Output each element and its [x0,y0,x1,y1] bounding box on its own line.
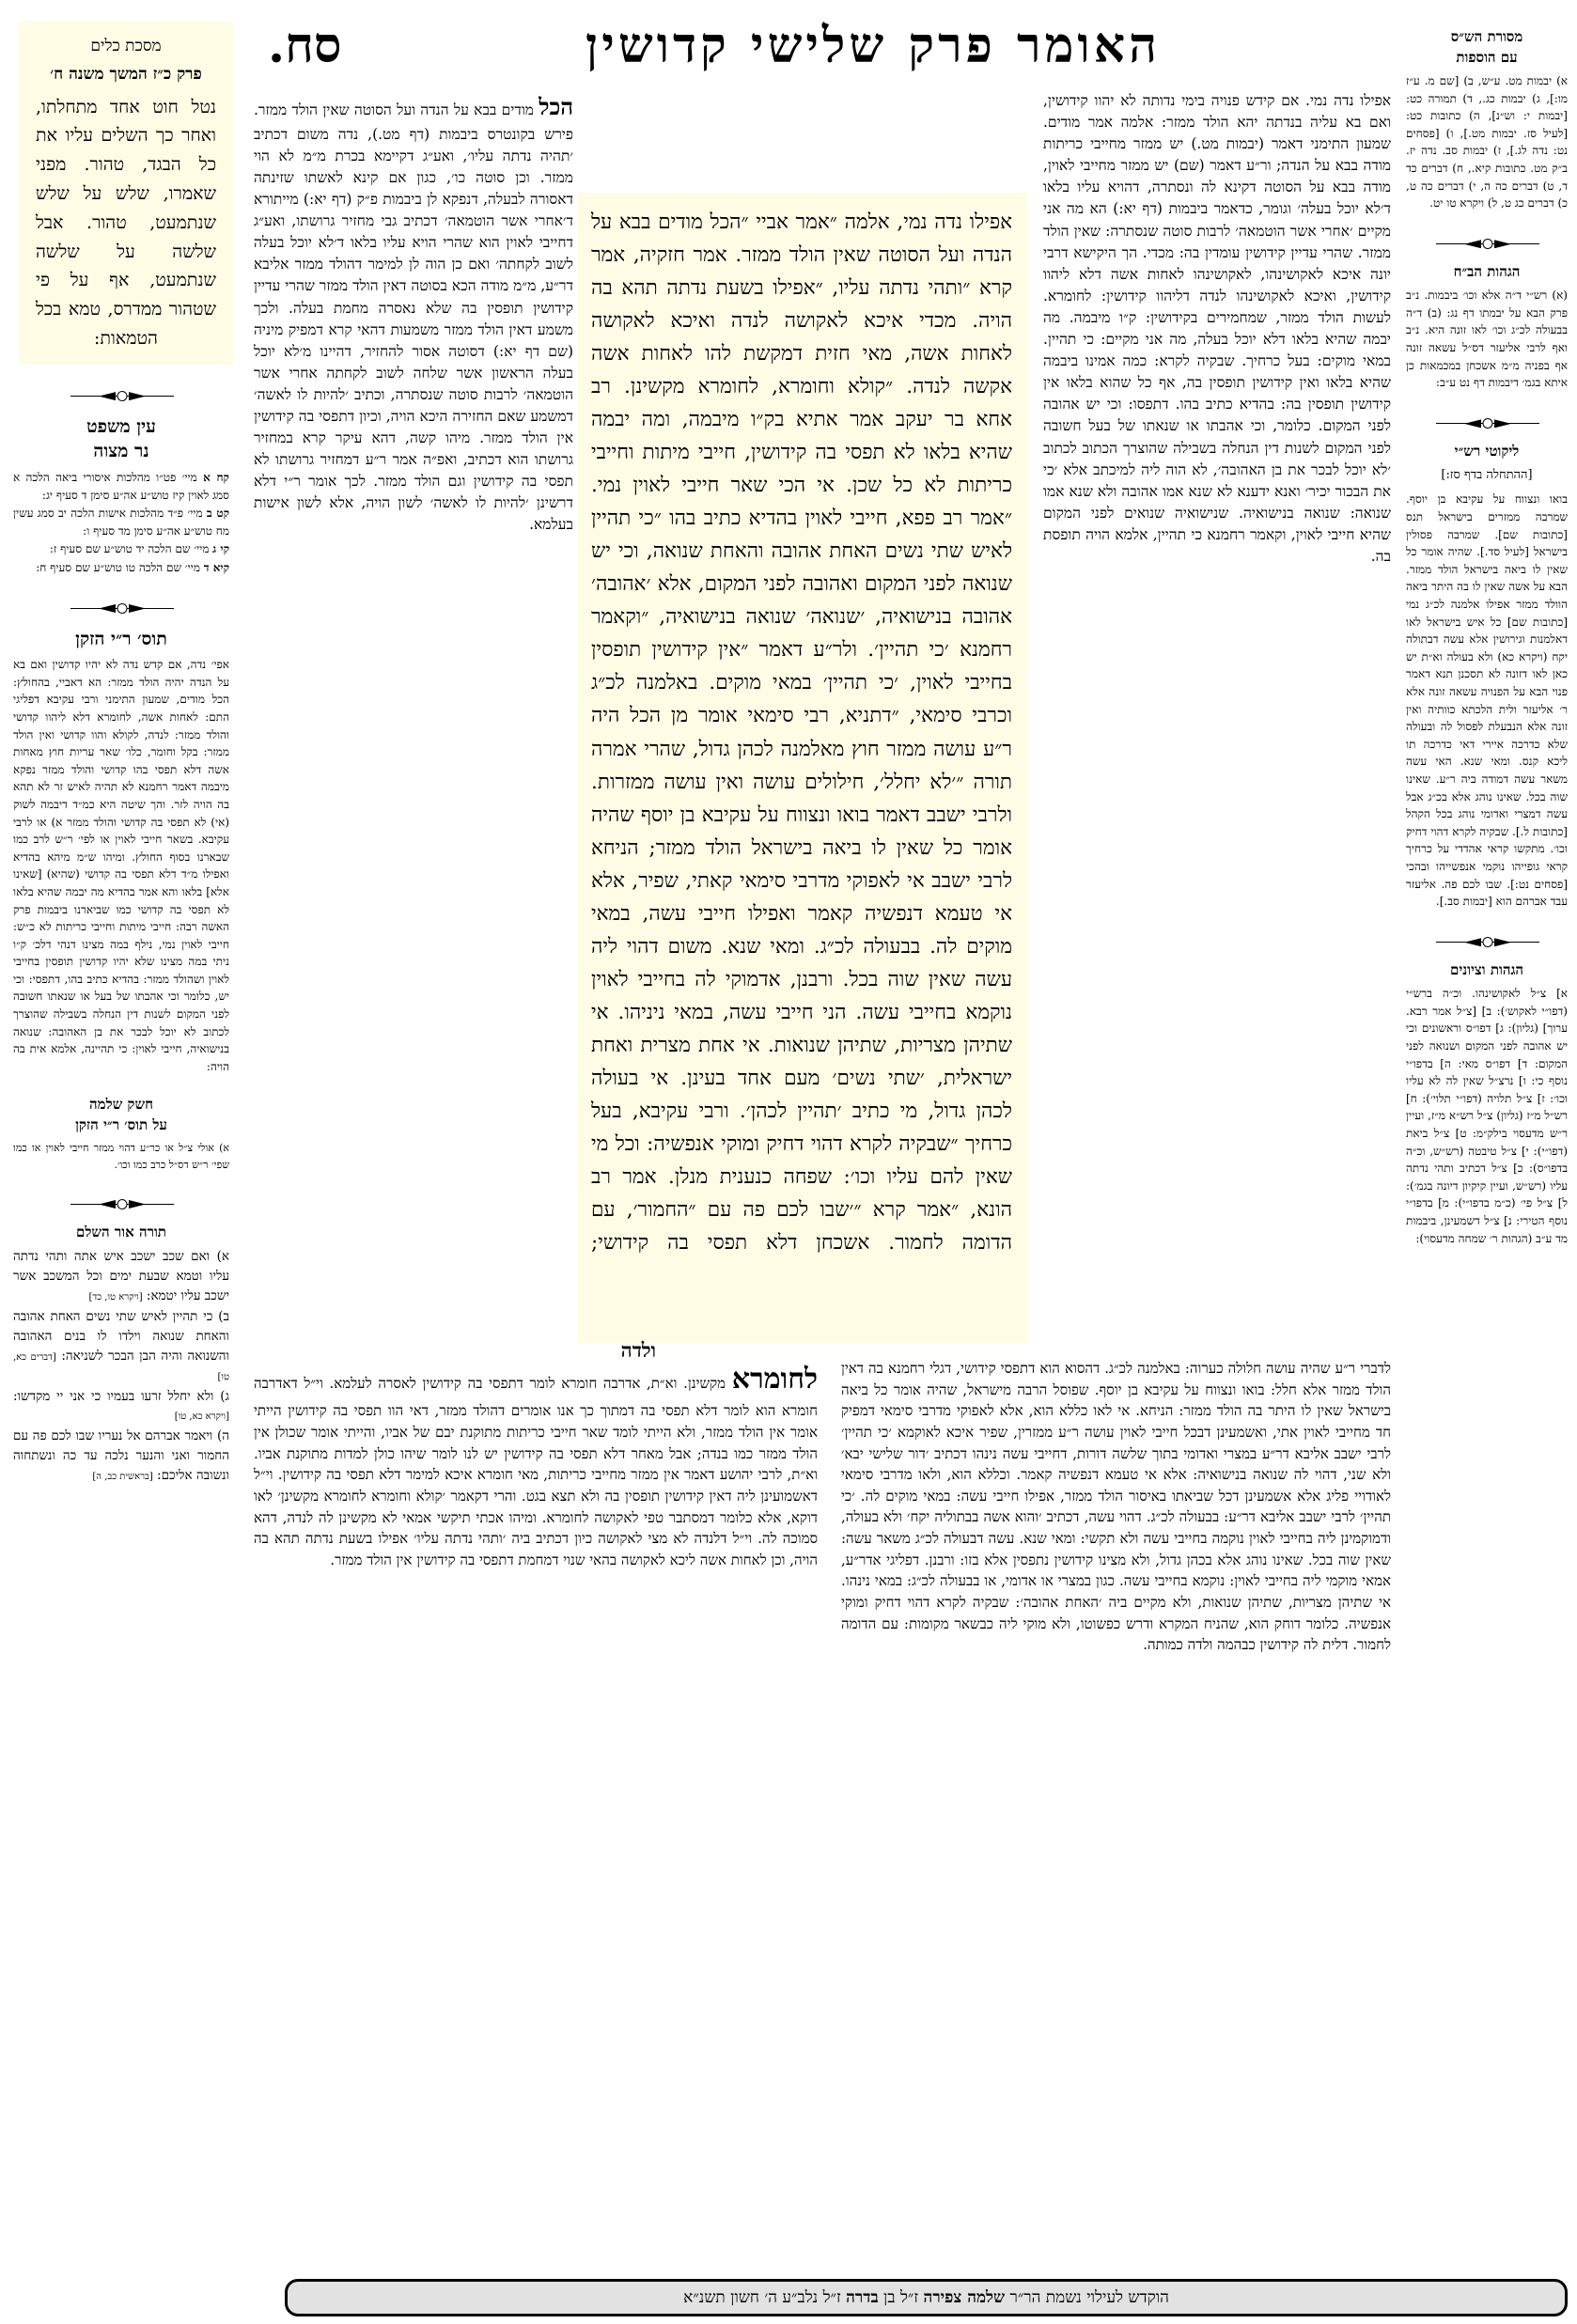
cheshek-shlomo-section [0,1096,244,1172]
torah-or-entry [13,1307,229,1386]
hagahot-tziyunim-text: א] צ״ל לאקושינהו. וכ״ה ברש״י (דפו״י לאקוש׳): ב] [צ״ל אמר רבא. ערוך] (גליון): ג] דפו״ס וראשונים וכי יש אהובה לפני המקום ושנואה לפני המקום: ד] דפו״ס מאי: ה] בדפו״י נוסף כי: ו] נרצ״ל שאין לה לא עליו וכו׳: ז] צ״ל תלויה (דפו״י תלוי׳): ח] רש״ל מ״ז (גליון) צ״ל רש״א מ״ז, ועיין ר״ש מדעסוי בילק״מ: ט] צ״ל ביאת (דפו״י): י] צ״ל טיבטה (רש״ש, וכ״ה בדפו״ס): כ] צ״ל דכתיב ותהי נדתה עליו (רש״ש, ועיין קיקיון דיונה בגמ׳): ל] צ״ל פי׳ (כ״מ בדפו״י): מ] בדפו״י נוסף הטירי: נ] צ״ל דשמעינן, ביבמות מד ע״ב (הגהות ר׳ שמחה מדעסוי): [1406,987,1568,1245]
hagahot-bach-text: (א) רש״י ד״ה אלא וכו׳ ביבמות. נ״ב פרק הבא על יבמתו דף נג: (ב) ד״ה בבעולה לכ״ג וכו׳ לאו זונה היא. נ״ב ואף לרבי אליעזר דס״ל עשאה זונה אף בפניה מ״מ אשכחן במכמאות כן איתא בגמ׳ דיבמות דף נט ע״ב: [1406,289,1568,390]
likutei-rashi-title: ליקוטי רש״י [1454,442,1520,460]
ornament-divider [0,603,244,615]
mesoret-subtitle: עם הוספות [1456,48,1518,66]
entry-mark: קי ג [212,542,229,556]
entry-text: מיי׳ פט״ו מהלכות איסורי ביאה הלכה א סמג לאוין קיז טוש״ע אה״ע סימן ד סעיף יג: [13,470,229,502]
rashi-text: אפילו נדה נמי. אם קידש פנויה בימי נדותה לא יהוו קידושין, ואם בא עליה בנדתה יהא הולד ממזר: אלמה אמר מודים. שמעון התימני דאמר (יבמות מט.) יש ממזר מחייבי כריתות מודה בבא על הנדה; ור״ע דאמר (שם) יש ממזר מחייבי לאוין, מודה בבא על הסוטה דקינא לה ונסתרה, דהויא עליו בלאו ד׳לא יוכל בעלה׳ וגומר, כדאמר ביבמות (דף יא:) הא מה אני מקיים ׳אחרי אשר הוטמאה׳ לרבות סוטה שנסתרה: שאין הולד ממזר. שהרי עדיין קידושין עומדין בה: מכדי. הך היקישא דרבי יונה איכא לאקושינהו, לאקושינהו לאחות אשה דלא ליהוו קידושין, ואיכא לאקושינהו לנדה דליהוו קידושין: לחומרא. לעשות הולד ממזר, שמחמירים בקידושין: ק״ו מיבמה. מה יבמה שהיא בלאו דלא יוכל בעלה, מה אני מקיים: כי תהיין. במאי מוקים: בעל כרחיך. שבקיה לקרא: כמה אמינו ביבמה שהיא בלאו ואין קידושין תופסין בה, אף כל שהוא בלאו אין קידושין תופסין בה: בהדיא כתיב בהו. דתפסו: וכי יש אהובה לפני המקום. כלומר, וכי אהבתו או שנאתו של בעל חשובה לפני המקום לשנות דין הנחלה בשבילה שהוצרך הכתוב לכתוב ׳לא יוכל לבכר את בן האהובה׳, לא הוה ליה למיכתב אלא ׳כי את הבכור יכיר׳ ואנא ידענא לא שנא אמו אהובה ולא שנא אמו שנואה: שנואה בנישואיה. שנישואיה שנואים לפני המקום שהיא חייבי לאוין, וקאמר רחמנא כי תהיין, אלמא הויה תופסת בה. [1043,92,1391,565]
gemara-text: אפילו נדה נמי, אלמה ״אמר אביי ״הכל מודים בבא על הנדה ועל הסוטה שאין הולד ממזר. אמר חזקיה, אמר קרא ״ותהי נדתה עליו, ״אפילו בשעת נדתה תהא בה הויה. מכדי איכא לאקושה לנדה ואיכא לאקושה לאחות אשה, מאי חזית דמקשת להו לאחות אשה אקשה לנדה. ״קולא וחומרא, לחומרא מקשינן. רב אחא בר יעקב אמר אתיא בק״ו מיבמה, ומה יבמה שהיא בלאו לא תפסי בה קידושין, חייבי מיתות וחייבי כריתות לא כל שכן. אי הכי שאר חייבי לאוין נמי. ״אמר רב פפא, חייבי לאוין בהדיא כתיב בהו ״כי תהיין לאיש שתי נשים האחת אהובה והאחת שנואה, וכי יש שנואה לפני המקום ואהובה לפני המקום, אלא ׳אהובה׳ אהובה בנישואיה, ׳שנואה׳ שנואה בנישואיה, ״וקאמר רחמנא ׳כי תהיין׳. ולר״ע דאמר ״אין קידושין תופסין בחייבי לאוין, ׳כי תהיין׳ במאי מוקים. באלמנה לכ״ג וכרבי סימאי, ״דתניא, רבי סימאי אומר מן הכל היה ר״ע עושה ממזר חוץ מאלמנה לכהן גדול, שהרי אמרה תורה ״׳לא יחלל׳, חילולים עושה ואין עושה ממזרות. ולרבי ישבב דאמר בואו ונצווח על עקיבא בן יוסף שהיה אומר כל שאין לו ביאה בישראל הולד ממזר; הניחא לרבי ישבב אי לאפוקי מדרבי סימאי קאתי, שפיר, אלא אי טעמא דנפשיה קאמר ואפילו חייבי עשה, במאי מוקים לה. בבעולה לכ״ג. ומאי שנא. משום דהוי ליה עשה שאין שוה בכל. ורבנן, אדמוקי לה בחייבי לאוין נוקמא בחייבי עשה. הני חייבי עשה, במאי ניניהו. אי שתיהן מצריות, שתיהן שנואות. אי אחת מצרית ואחת ישראלית, ׳שתי נשים׳ מעם אחד בעינן. אי בעולה לכהן גדול, מי כתיב ׳תהיין לכהן׳. ורבי עקיבא, בעל כרחיך ״שבקיה לקרא דהוי דחיק ומוקי אנפשיה: וכל מי שאין להם עליו וכו׳: שפחה כנענית מנלן. אמר רב הונא, ״אמר קרא ״׳שבו לכם פה עם ״החמור׳, עם הדומה לחמור. אשכחן דלא תפסי בה קידושי; [591,211,1013,1255]
mesoret-title: מסורת הש״ס [1450,28,1523,45]
mishna-box-subtitle: פרק כ״ז המשך משנה ח׳ [50,65,202,85]
dedication-suffix: ז״ל נלב״ע ה׳ חשון תשנ״א [683,2288,841,2307]
verse-text: ג) ולא יחלל זרעו בעמיו כי אני יי מקדשו: [13,1388,229,1404]
verse-citation: [ויקרא טו, כד] [88,1291,143,1302]
mesoret-section [1398,28,1577,212]
rashi-continuation [841,1358,1391,2208]
tosafot-rid-section [0,628,244,1076]
mishna-box-title: מסכת כלים [90,37,162,55]
entry-mark: קח א [203,470,229,484]
mishna-box [19,21,233,365]
page-number: סח. [268,17,342,74]
ein-mishpat-entry [13,469,229,504]
tosafot-continuation [254,1358,818,2208]
likutei-rashi-section [1398,443,1577,911]
entry-text: מיי׳ פ״ד מהלכות אישות הלכה יב סמג עשין מח טוש״ע אה״ע סימן מד סעיף ו: [13,507,229,538]
tosafot-continuation-lead: לחומרא [731,1363,818,1396]
tosafot-continuation-text: מקשינן. וא״ת, אדרבה חומרא לומר דתפסי בה קידושין לאסרה לעלמא. וי״ל דאדרבה חומרא הוא לומר דלא תפסי בה דמתוך כך אנו אומרים דהולד ממזר, דאי הוו תפסי בה קידושין הייתי אומר אין הולד ממזר, ולא הייתי לומד שאר חייבי כריתות מתוקנת יבם של אביו, והייתי אומר שכולן אין הולד ממזר כמו בנדה; אבל מאחר דלא תפסי בה קידושין יש לנו לומר שיהו כולן למדות מתוקנת אביו. וא״ת, לרבי יהושע דאמר אין ממזר מחייבי כריתות, מאי חומרא איכא למימר דלא תפסי בה קידושין. וי״ל דאשמועינן ליה דאין קידושין תופסין בה ולא תצא בגט. והרי דקאמר ׳קולא וחומרא לחומרא מקשינן׳ לאו דוקא, אלא כלומר דמסתבר טפי לאקושה לחומרא. ומיהו אכתי תיקשי אמאי לא מקשינן לה לנדה, דהא סמוכה לה. וי״ל דלנדה לא מצי לאקושה כיון דכתיב ביה ׳ותהי נדתה עליו׳ אפילו בשעת נדתה תהא בה הויה, וכן לאחות אשה ליכא לאקושה בהאי שנוי דמחמת דתפסי בה קידושין אין הולד ממזר. [254,1375,818,1568]
entry-mark: קט ב [206,507,229,521]
gemara-continuation-word: ולדה [620,1338,656,1362]
ornament-divider [1398,937,1577,948]
page-header [254,17,1391,83]
verse-citation: [בראשית כב, ה] [92,1472,153,1483]
cheshek-shlomo-text: א) אולי צ״ל או כר״ע דהוי ממזר חייבי לאוין או כמו שפי׳ ר״ש דס״ל כרב כמו וכו׳. [13,1142,229,1171]
torah-or-entry [13,1387,229,1427]
tosafot-commentary [254,90,573,1349]
rashi-commentary [1043,90,1391,1349]
bottom-commentary [254,1358,1391,2208]
rashi-continuation-text: לדברי ר״ע שהיה עושה חלולה כערוה: באלמנה לכ״ג. דהסוא הוא דתפסי קידושי, דגלי רחמנא בה דאין הולד ממזר אלא חלל: בואו ונצווח על עקיבא בן יוסף. שפוסל הרבה מישראל, שהיה אומר כל ביאה בישראל שאין לו היתר בה הולד ממזר: הניחא. אי לאו כללא הוא, אלא לאפוקי מדרבי סימאי דמפיק חד מחייבי לאוין אתי, ואשמעינן דבכל חייבי לאוין עושה ר״ע ממזרין, שפיר איכא לאוקמא ׳כי תהיין׳ לרבי ישבב אליבא דר״ע במצרי ואדומי בתוך שלשה דורות, דחייבי עשה נינהו דכתיב ׳דור שלישי יבא׳ ולא שני, דהוי לה שנואה בנישואיה: אלא אי טעמא דנפשיה קאמר. וכללא הוא, ולאו מדרבי סימאי לאודויי פליג אלא אשמעינן דכל שביאתו באיסור הולד ממזר, אפילו חייבי עשה: במאי מוקים לה. ׳כי תהיין׳ לרבי ישבב אליבא דר״ע: בבעולה לכ״ג. דהוי עשה, דכתיב ׳והוא אשה בבתוליה יקח׳ ולא בעולה, ודמוקמינן ליה בחייבי לאוין נוקמה בחייבי עשה ולא תקשי: ומאי שנא. עשה דבעולה לכ״ג משאר עשה: שאין שוה בכל. שאינו נוהג אלא בכהן גדול, ולא מצינו קידושין נתפסין אלא בזו: ורבנן. דפליגי אדר״ע, אמאי מוקמי ליה בחייבי לאוין: נוקמא בחייבי עשה. כגון במצרי או אדומי, או בבעולה לכ״ג: במאי נינהו. אי שתיהן מצריות, שתיהן שנואות, ולא מקיים ביה ׳האחת אהובה׳: שבקיה לקרא דהוי דחיק ומוקי אנפשיה. כלומר דוחק הוא, שהניח המקרא ודרש כפשוטו, ולא מוקי ליה כבשאר מקומות: עם הדומה לחמור. דלית לה קידושין כבהמה ולדה כמותה. [841,1360,1391,1654]
hagahot-bach-section [1398,263,1577,392]
left-margin [0,9,244,2237]
likutei-rashi-text: בואו ונצווח על עקיבא בן יוסף. שמרבה ממזרים בישראל תנס [כתובות שם]. שמרבה פסולין בישראל [לעיל סד.]. שהיה אומר כל שאין לו ביאה בישראל הולד ממזר. הבא על אשה שאין לו בה היתר ביאה הוולד ממזר אפילו אלמנה לכ״ג נמי [כתובות שם] כל איש בישראל לאו דאלמנות וגירושין אלא עשה דבתולה יקח (ויקרא כא) ולא בעולה וא״ת יש כאן לאו דזונה לא תסכנן תנא דאמר פנוי הבא על הפנויה עשאה זונה אלא ר׳ אליעזר ולית הלכתא כוותיה ואין זונה אלא הנבעלת לפסול לה ובעולה שלא כדרכה איירי דאי כדרכה תו ליכא קנס. ומאי שנא. האי עשה משאר עשה דמודה ביה ר״ע. שאינו שוה בכל. שאינו נוהג אלא בכ״ג אבל עשה דמצרי ואדומי נוהג בכל הקהל [כתובות ל.]. שבקיה לקרא דהוי דחיק וכו׳. מתקשו קראי אהדדי על כרחיך קראי גופייהו נוקמי אנפשייהו ובהכי [פסחים נט:]. שבו לכם פה. אליעזר עבד אברהם הוא [יבמות סב.]. [1406,492,1568,909]
torah-or-entry [13,1247,229,1306]
ein-mishpat-entry [13,559,229,577]
hagahot-tziyunim-title: הגהות וציונים [1449,960,1524,978]
hagahot-tziyunim-section [1398,961,1577,1247]
ein-mishpat-subtitle: נר מצוה [93,441,149,462]
right-margin [1398,9,1577,2237]
gemara-text-block [578,193,1027,1343]
verse-text: א) ואם שכב ישכב איש אתה ותהי נדתה עליו וטמא שבעת ימים וכל המשכב אשר ישכב עליו יטמא: [13,1249,229,1303]
ornament-divider [0,391,244,402]
ein-mishpat-entry [13,505,229,539]
verse-text: ה) ויאמר אברהם אל נעריו שבו לכם פה עם החמור ואני והנער נלכה עד כה ונשתחוה ונשובה אליכם: [13,1428,229,1484]
entry-text: מיי׳ שם הלכה יד טוש״ע שם סעיף ז: [49,542,210,556]
ein-mishpat-section [0,415,244,577]
ornament-divider [0,1199,244,1210]
torah-or-entry [13,1427,229,1486]
ein-mishpat-title: עין משפט [86,415,156,437]
dedication-name: שלמה צפירה [923,2288,1006,2307]
tosafot-rid-title: תוס׳ ר״י הזקן [75,628,167,649]
mesoret-text: א) יבמות מט. ע״ש, ב) [שם מ. ע״ז מו:], ג) יבמות כג., ד) תמורה כט: [יבמות י: וש״נ], ה) כתובות כט: [לעיל סז. יבמות מט.], ו) [פסחים נט: נדה לג.], ז) יבמות סב. נדה יז. ב״ק מט. כתובות קיא., ח) דברים כד ד, ט) דברים כה ה, י) דברים כה ט, כ) דברים כג ט, ל) ויקרא טו יט. [1406,74,1568,211]
verse-citation: [דברים כא, טו] [13,1351,229,1382]
likutei-rashi-subtitle: [ההתחלה בדף סז:] [1441,468,1533,483]
entry-text: מיי׳ שם הלכה טו טוש״ע שם סעיף ח: [36,560,200,574]
torah-or-section [0,1224,244,1487]
cheshek-shlomo-subtitle: על תוס׳ ר״י הזקן [75,1115,167,1133]
tosafot-lead-word: הכל [539,93,573,120]
entry-mark: קיא ד [203,560,229,574]
torah-or-title: תורה אור השלם [76,1223,166,1240]
ornament-divider [1398,239,1577,250]
dedication-banner [285,2279,1568,2316]
ornament-divider [1398,418,1577,429]
dedication-mid: ז״ל בן [883,2288,919,2307]
tosafot-rid-text: אפי׳ נדה, אם קדש נדה לא יהיו קדושין ואם בא על הנדה יהיה הולד ממזר: הא דאביי, בהחולץ: הכל מודים, שמעון התימני ורבי עקיבא דפליגי התם: לאחות אשה, לחומרא דלא ליהוו קדושי והולד ממזר: לנדה, לקולא והוו קדושי ואין הולד ממזר: בקל וחומר, כלו׳ שאר עריות חוץ מאחות אשה דלא תפסי בהו קדושי והולד ממזר נפקא מיבמה דאמר רחמנא לא תהיה לאיש זר לא תהא בה הויה לזר. והך שיטה היא כמ״ד דיבמה לשוק (אי) לא תפסי בה קדושי והולד ממזר א) או לרבי עקיבא. בשאר חייבי לאוין או לפי׳ ר״ש לרב כמו שבארנו בסוף החולץ. ומיהו ש״מ מיהא בהדיא ואפילו מ״ד דלא תפסי בה קדושי (שהיא) [שאינו אלא] בלאו והא אמר בהדיא מה יבמה שהיא בלאו לא תפסי בה קדושי כמו שביארנו ביבמות פרק האשה רבה: חייבי מיתות וחייבי כריתות לא כ״ש: חייבי לאוין נמי, נילף במה מצינו דנהי דלכ׳ ק״ו ניתי במה מצינו שלא יהיו קדושין תופסין בחייבי לאוין ושהולד ממזר: בהדיא כתיב בהו, דתפסי: וכי יש, כלומר וכי אהבתו של בעל או שנאתו חשובה לפני המקום לשנות דין הנחלה בשבילה שהוצרך לכתוב לא יוכל לבכר את בן האהובה: שנואה בנישואיה, חייבי לאוין: כי תהיינה, אלמא אית בה הויה: [13,658,229,1073]
hagahot-bach-title: הגהות הב״ח [1453,262,1521,280]
verse-citation: [ויקרא כא, טו] [174,1412,229,1423]
cheshek-shlomo-title: חשק שלמה [89,1096,153,1114]
mishna-box-text: נטל חוט אחד מתחלתו, ואחר כך השלים עליו את כל הבגד, טהור. מפני שאמרו, שלש על שלש שנתמעט, טהור. אבל שלשה על שלשה שנתמעט, אף על פי שטהור ממדרס, טמא בכל הטמאות: [36,96,216,349]
verse-text: ב) כי תהיין לאיש שתי נשים האחת אהובה והאחת שנואה וילדו לו בנים האהובה והשנואה והיה הבן הבכר לשניאה: [13,1308,229,1364]
dedication-father: בדרה [846,2288,879,2307]
dedication-prefix: הוקדש לעילוי נשמת הר״ר [1009,2288,1169,2307]
ein-mishpat-entry [13,540,229,558]
page-title: האומר פרק שלישי קדושין [585,17,1161,74]
tosafot-text: מודים בבא על הנדה ועל הסוטה שאין הולד ממזר. פירש בקונטרס ביבמות (דף מט.), נדה משום דכתיב ׳תהיה נדתה עליו׳, ואע״ג דקיימא בכרת מ״מ לא הוי ממזר. וכן סוטה כו׳, כגון אם קינא לאשתו שזינתה דאסורה לבעלה, דנפקא לן ביבמות פ״ק (דף יא:) מייתורא ד׳אחרי אשר הוטמאה׳ דכתיב גבי מחזיר גרושתו, ואע״ג דחייבי לאוין הוא שהרי הויא עליו בלאו ד׳לא יוכל בעלה לשוב לקחתה׳ ואם כן הוה לן למימר דהולד ממזר אליבא דר״ע, מ״מ מודה הכא בסוטה דאין הולד ממזר שהרי עדיין קידושין תופסין בה שלא נאסרה מחמת בעלה. ולכך משמע דאין הולד ממזר משמעות דהאי קרא דמפיק מיניה (שם דף יא:) דסוטה אסור להחזיר, דהיינו מ׳לא יוכל בעלה הראשון אשר שלחה לשוב לקחתה אחרי אשר הוטמאה׳ לרבות סוטה שנסתרה, וכתיב ׳להיות לו לאשה׳ דמשמע שאם החזירה היכא הויה, וכיון דתפסי בה קידושין אין הולד ממזר. מיהו קשה, דהא עיקר קרא במחזיר גרושתו הוא דכתיב, ואפ״ה אמר ר״ע דמחזיר גרושתו לא תפסי בה קידושין וגם הולד ממזר. לכך אומר ר״י דלא דרשינן ׳להיות לו לאשה׳ לשון הויה, אלא לשון אישות בעלמא. [254,101,573,534]
